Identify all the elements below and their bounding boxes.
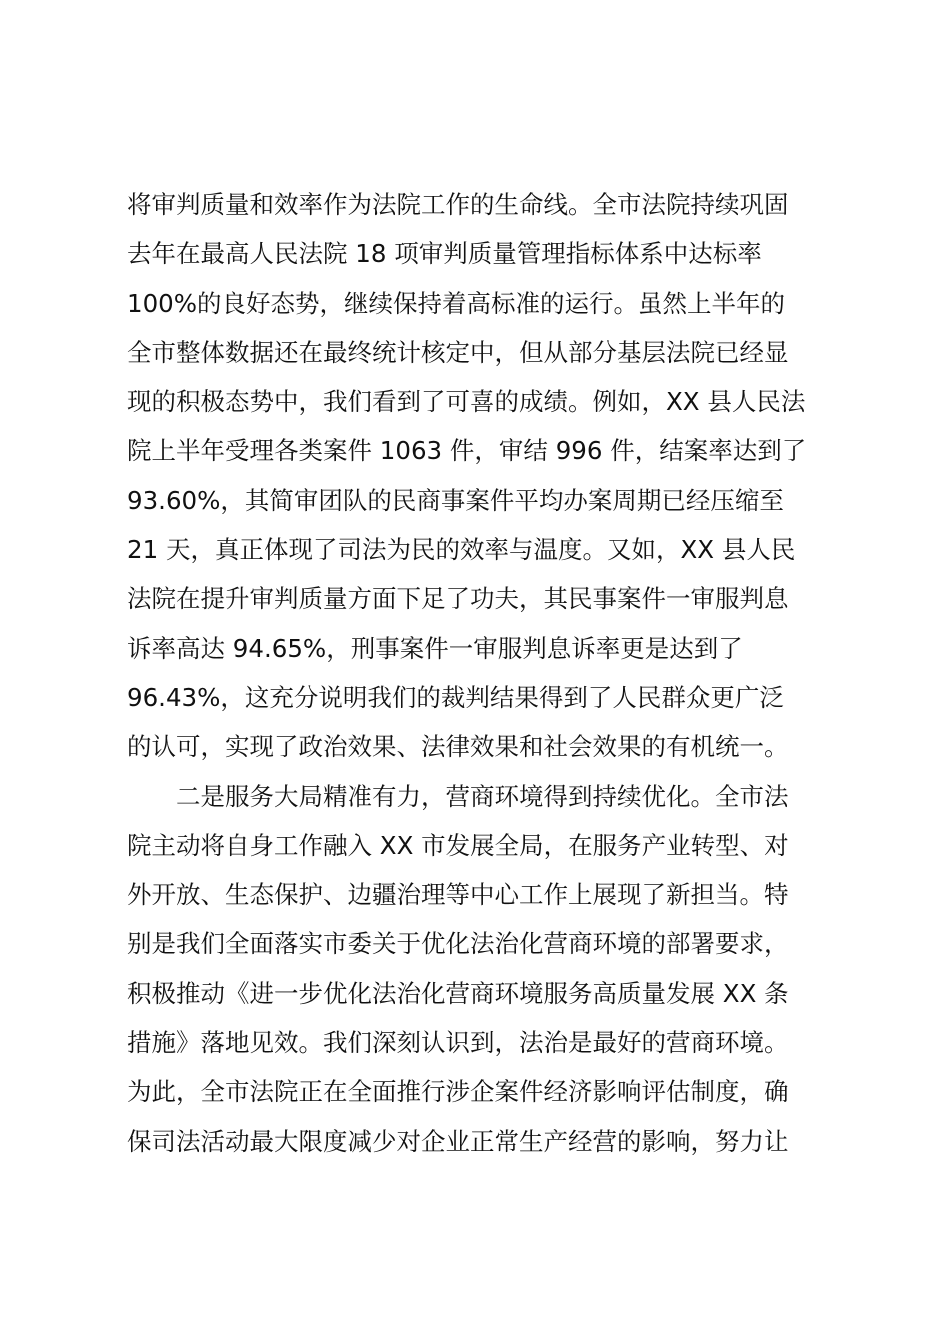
text-line: 为此，全市法院正在全面推行涉企案件经济影响评估制度，确: [127, 1077, 789, 1107]
text-line: 诉率高达 94.65%，刑事案件一审服判息诉率更是达到了: [127, 633, 743, 663]
text-line: 93.60%，其简审团队的民商事案件平均办案周期已经压缩至: [127, 485, 784, 515]
text-line: 外开放、生态保护、边疆治理等中心工作上展现了新担当。特: [127, 880, 789, 910]
text-line: 去年在最高人民法院 18 项审判质量管理指标体系中达标率: [127, 239, 762, 269]
text-line: 积极推动《进一步优化法治化营商环境服务高质量发展 XX 条: [127, 978, 789, 1008]
text-line: 全市整体数据还在最终统计核定中，但从部分基层法院已经显: [127, 337, 789, 367]
text-line: 保司法活动最大限度减少对企业正常生产经营的影响，努力让: [127, 1126, 789, 1156]
text-line: 措施》落地见效。我们深刻认识到，法治是最好的营商环境。: [127, 1028, 789, 1058]
text-line: 100%的良好态势，继续保持着高标准的运行。虽然上半年的: [127, 288, 786, 318]
text-line: 21 天，真正体现了司法为民的效率与温度。又如，XX 县人民: [127, 535, 796, 565]
text-line: 院上半年受理各类案件 1063 件，审结 996 件，结案率达到了: [127, 436, 807, 466]
text-line: 将审判质量和效率作为法院工作的生命线。全市法院持续巩固: [127, 190, 789, 219]
text-line: 96.43%，这充分说明我们的裁判结果得到了人民群众更广泛: [127, 682, 784, 712]
text-line: 院主动将自身工作融入 XX 市发展全局，在服务产业转型、对: [127, 830, 789, 860]
text-line: 现的积极态势中，我们看到了可喜的成绩。例如，XX 县人民法: [127, 387, 806, 417]
body-text: [127, 180, 837, 1166]
text-line: 的认可，实现了政治效果、法律效果和社会效果的有机统一。: [127, 732, 789, 762]
paragraph-start-line: 二是服务大局精准有力，营商环境得到持续优化。全市法: [176, 781, 789, 811]
text-line: 别是我们全面落实市委关于优化法治化营商环境的部署要求，: [127, 929, 789, 959]
text-line: 法院在提升审判质量方面下足了功夫，其民事案件一审服判息: [127, 584, 789, 614]
